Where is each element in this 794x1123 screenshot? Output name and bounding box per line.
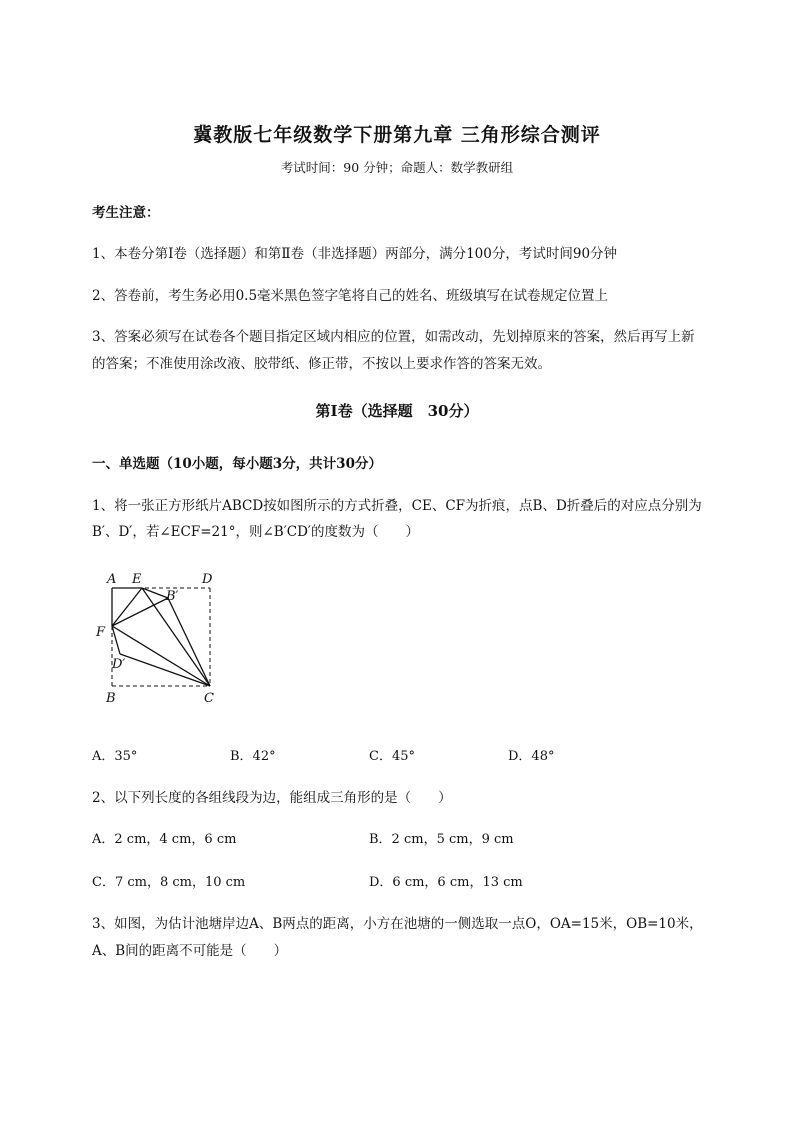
question-2-option-c[interactable]: C．7 cm，8 cm，10 cm <box>92 875 246 890</box>
notes-heading: 考生注意： <box>92 205 160 221</box>
question-2-text: 2、以下列长度的各组线段为边，能组成三角形的是（ ） <box>92 790 452 806</box>
edge-F-Bprime <box>112 598 168 626</box>
note-item-1: 1、本卷分第I卷（选择题）和第Ⅱ卷（非选择题）两部分，满分100分，考试时间90分钟 <box>92 246 618 262</box>
section-title: 第I卷（选择题 30分） <box>315 402 479 420</box>
page-title: 冀教版七年级数学下册第九章 三角形综合测评 <box>193 124 601 146</box>
note-item-3: 3、答案必须写在试卷各个题目指定区域内相应的位置，如需改动，先划掉原来的答案，然后再写上新 <box>92 329 695 345</box>
question-2-option-d[interactable]: D．6 cm，6 cm，13 cm <box>369 875 523 890</box>
label-F: F <box>96 625 106 640</box>
label-D: D <box>202 572 213 587</box>
part-title: 一、单选题（10小题，每小题3分，共计30分） <box>92 456 382 472</box>
question-1-option-c[interactable]: C．45° <box>369 749 415 764</box>
question-2-option-b[interactable]: B．2 cm，5 cm，9 cm <box>369 832 514 847</box>
exam-info: 考试时间：90 分钟；命题人：数学教研组 <box>280 160 514 175</box>
question-1-text: 1、将一张正方形纸片ABCD按如图所示的方式折叠，CE、CF为折痕，点B、D折叠后的对应点分别为 <box>92 498 702 514</box>
question-1-option-d[interactable]: D．48° <box>508 749 555 764</box>
note-item-3-cont: 的答案；不准使用涂改液、胶带纸、修正带，不按以上要求作答的答案无效。 <box>92 356 551 372</box>
question-1-option-a[interactable]: A．35° <box>92 749 138 764</box>
label-B: B <box>106 691 116 706</box>
question-3-text: 3、如图，为估计池塘岸边A、B两点的距离，小方在池塘的一侧选取一点O，OA=15米，OB=10米， <box>92 916 703 932</box>
question-3-text-cont: A、B间的距离不可能是（ ） <box>92 943 288 959</box>
label-E: E <box>132 572 142 587</box>
label-A: A <box>107 572 117 587</box>
label-C: C <box>204 691 214 706</box>
question-2-option-a[interactable]: A．2 cm，4 cm，6 cm <box>92 832 237 847</box>
note-item-2: 2、答卷前，考生务必用0.5毫米黑色签字笔将自己的姓名、班级填写在试卷规定位置上 <box>92 288 609 304</box>
label-B-prime: B′ <box>166 589 179 604</box>
question-1-option-b[interactable]: B．42° <box>230 749 276 764</box>
label-D-prime: D′ <box>112 657 126 672</box>
question-1-text-cont: B′、D′，若∠ECF=21°，则∠B′CD′的度数为（ ） <box>92 524 419 540</box>
edge-EB-prime <box>112 588 142 626</box>
question-1-figure <box>90 568 230 708</box>
